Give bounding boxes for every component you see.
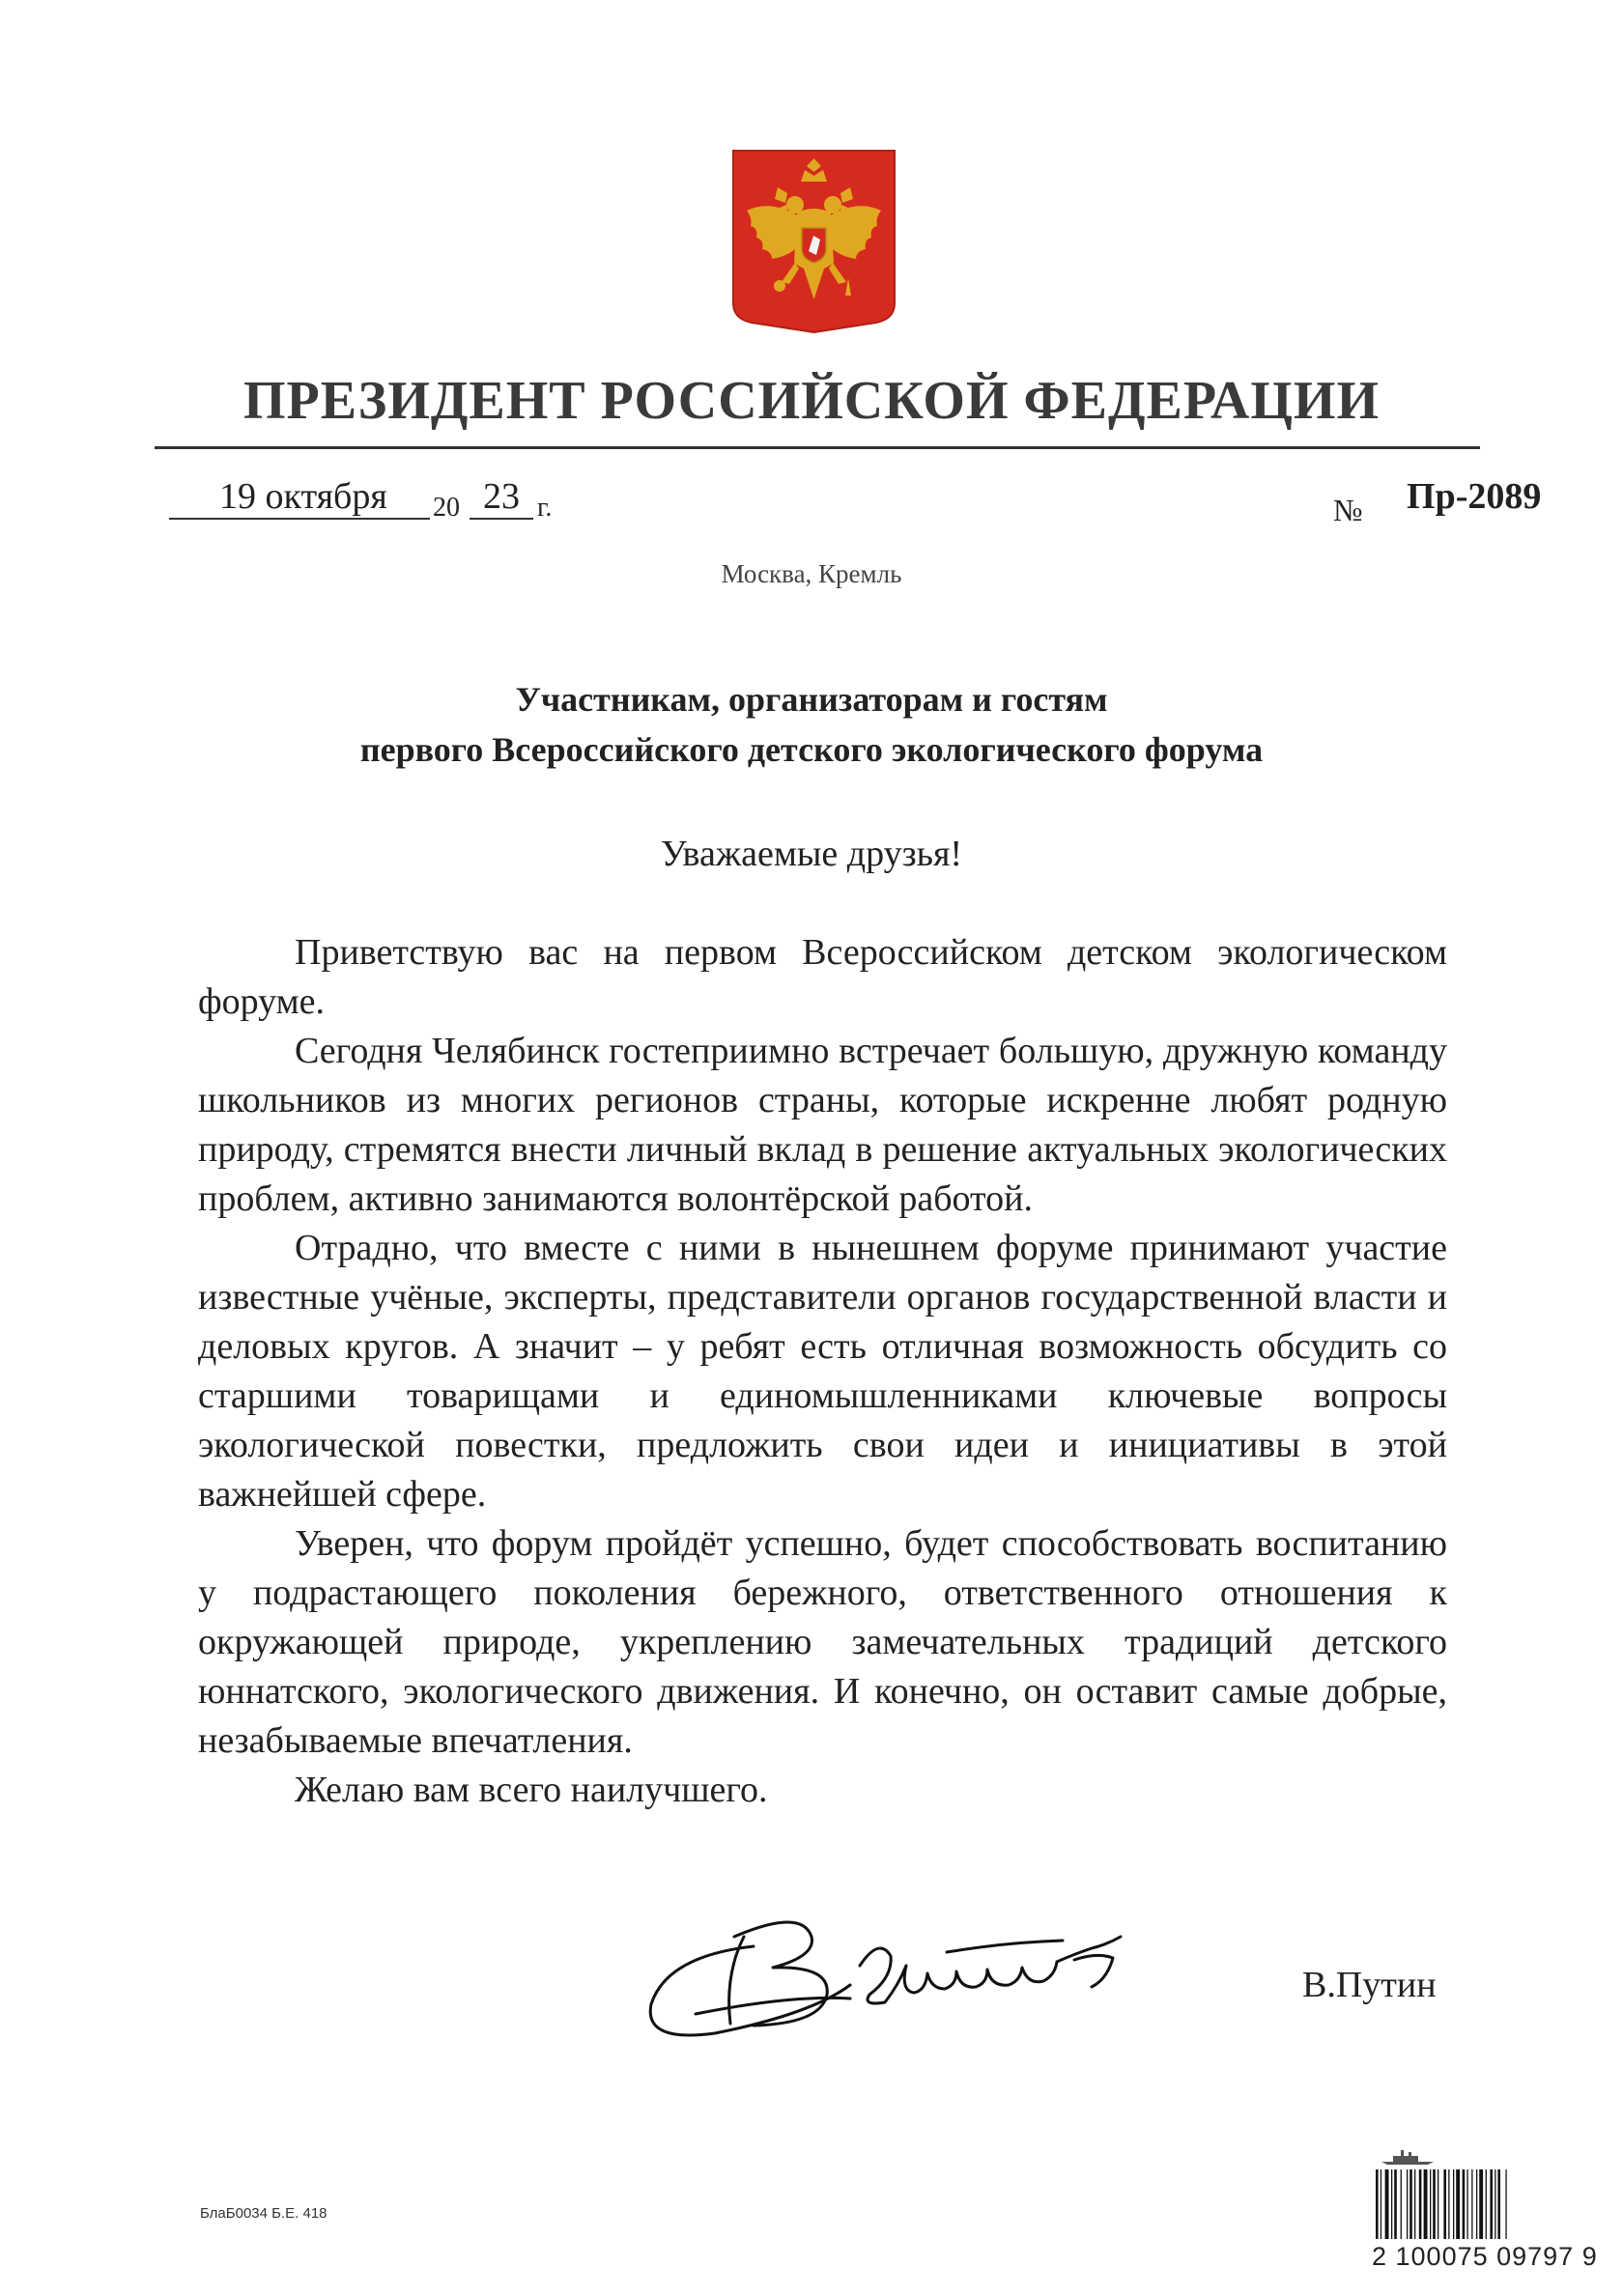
document-number: Пр-2089 [1407, 476, 1542, 517]
barcode-bar [1376, 2169, 1379, 2239]
barcode-bar [1476, 2169, 1477, 2239]
barcode-bar [1401, 2169, 1402, 2239]
barcode-bar [1453, 2169, 1454, 2239]
addressee [0, 674, 1623, 775]
barcode-bar [1466, 2169, 1467, 2239]
barcode-bar [1414, 2169, 1415, 2239]
barcode-bar [1407, 2169, 1408, 2239]
addressee-line: первого Всероссийского детского экологического форума [359, 730, 1264, 769]
page-title: ПРЕЗИДЕНТ РОССИЙСКОЙ ФЕДЕРАЦИИ [242, 371, 1381, 431]
header-divider [155, 446, 1480, 449]
barcode-bar [1505, 2169, 1506, 2239]
barcode-icon [1374, 2169, 1563, 2239]
barcode-bar [1391, 2169, 1392, 2239]
barcode-bar [1443, 2169, 1446, 2239]
barcode-bar [1497, 2169, 1500, 2239]
document-year: 23 [470, 475, 533, 520]
paragraph: Отрадно, что вместе с ними в нынешнем форуме принимают участие известные учёные, эксперты, представители органов государственной власти и деловых кругов. А значит – у ребят есть отличная возможность обсудить со старшими товарищами и единомышленниками ключевые вопросы экологической повестки, предложить свои идеи и инициативы в этой важнейшей сфере. [198, 1228, 1447, 1515]
signer-name: В.Путин [1302, 1965, 1437, 2005]
russian-coat-of-arms-icon [731, 149, 897, 334]
paragraph: Уверен, что форум пройдёт успешно, будет способствовать воспитанию у подрастающего поколения бережного, ответственного отношения к окружающей природе, укреплению замечательных традиций детского юннатского, экологического движения. И конечно, он оставит самые добрые, незабываемые впечатления. [198, 1523, 1447, 1761]
barcode-bar [1463, 2169, 1466, 2239]
barcode-number: 2 100075 09797 9 [1372, 2242, 1598, 2271]
document-year-prefix: 20 [433, 493, 460, 523]
document-date: 19 октября [169, 475, 430, 520]
barcode-bar [1430, 2169, 1431, 2239]
paragraph: Сегодня Челябинск гостеприимно встречает большую, дружную команду школьников из многих регионов страны, которые искренне любят родную природу, стремятся внести личный вклад в решение актуальных экологических проблем, активно занимаются волонтёрской работой. [198, 1031, 1447, 1219]
letter-body [198, 928, 1447, 1815]
salutation: Уважаемые друзья! [660, 834, 963, 874]
barcode-bar [1456, 2169, 1460, 2239]
addressee-line: Участникам, организаторам и гостям [515, 680, 1108, 719]
barcode-bar [1394, 2169, 1397, 2239]
form-code: БлаБ0034 Б.Е. 418 [200, 2205, 327, 2222]
number-sign: № [1333, 493, 1363, 527]
document-year-abbrev: г. [537, 493, 553, 523]
barcode-bar [1424, 2169, 1428, 2239]
barcode-bar [1490, 2169, 1493, 2239]
document-place: Москва, Кремль [721, 559, 902, 588]
barcode-bar [1471, 2169, 1472, 2239]
paragraph: Приветствую вас на первом Всероссийском детском экологическом форуме. [198, 932, 1447, 1022]
printing-mark-icon [1380, 2148, 1436, 2166]
barcode-bar [1409, 2169, 1412, 2239]
barcode-bar [1419, 2169, 1422, 2239]
barcode-bar [1448, 2169, 1449, 2239]
barcode-bar [1385, 2169, 1389, 2239]
barcode-bar [1479, 2169, 1483, 2239]
barcode-bar [1486, 2169, 1487, 2239]
handwritten-signature-icon [638, 1898, 1179, 2053]
barcode-bar [1433, 2169, 1436, 2239]
paragraph: Желаю вам всего наилучшего. [295, 1770, 768, 1810]
